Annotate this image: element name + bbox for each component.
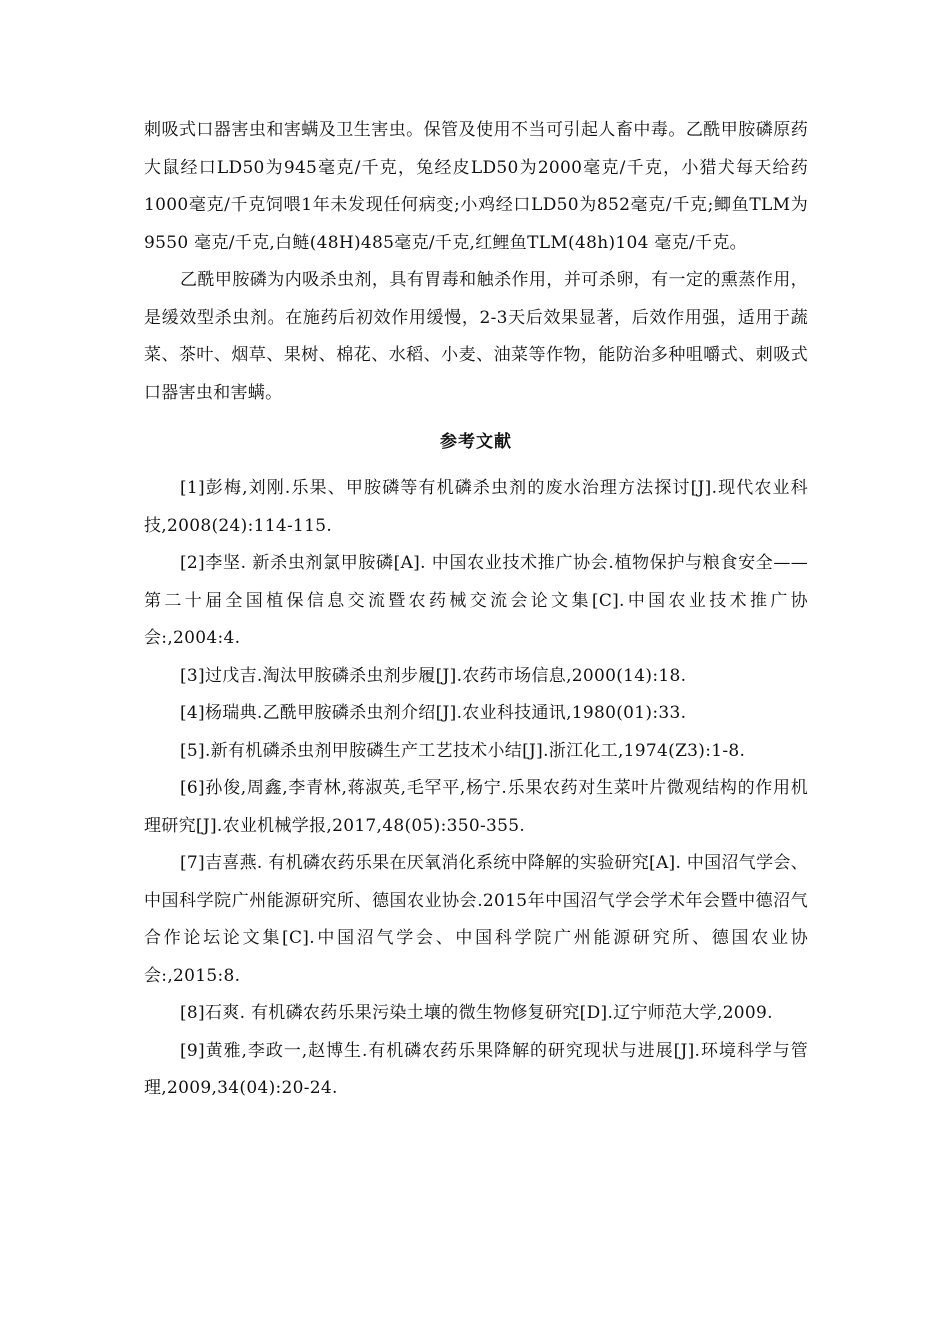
reference-item: [2]李坚. 新杀虫剂氯甲胺磷[A]. 中国农业技术推广协会.植物保护与粮食安全——第二十届全国植保信息交流暨农药械交流会论文集[C].中国农业技术推广协会:,2004:4.: [144, 553, 808, 648]
reference-item: [8]石爽. 有机磷农药乐果污染土壤的微生物修复研究[D].辽宁师范大学,2009.: [180, 1003, 773, 1023]
reference-item: [6]孙俊,周鑫,李青林,蒋淑英,毛罕平,杨宁.乐果农药对生菜叶片微观结构的作用机理研究[J].农业机械学报,2017,48(05):350-355.: [144, 778, 808, 836]
reference-item: [5].新有机磷杀虫剂甲胺磷生产工艺技术小结[J].浙江化工,1974(Z3):1-8.: [180, 740, 746, 761]
references-list: [144, 470, 808, 1108]
reference-item: [4]杨瑞典.乙酰甲胺磷杀虫剂介绍[J].农业科技通讯,1980(01):33.: [180, 703, 687, 723]
references-heading: 参考文献: [440, 432, 512, 452]
reference-item: [7]吉喜燕. 有机磷农药乐果在厌氧消化系统中降解的实验研究[A]. 中国沼气学会、中国科学院广州能源研究所、德国农业协会.2015年中国沼气学会学术年会暨中德沼气合作论坛论文集[C].中国沼气学会、中国科学院广州能源研究所、德国农业协会:,2015:8.: [144, 853, 808, 986]
body-paragraph-1: 刺吸式口器害虫和害螨及卫生害虫。保管及使用不当可引起人畜中毒。乙酰甲胺磷原药大鼠经口LD50为945毫克/千克，兔经皮LD50为2000毫克/千克，小猎犬每天给药1000毫克/千克饲喂1年未发现任何病变;小鸡经口LD50为852毫克/千克;鲫鱼TLM为9550 毫克/千克,白鲢(48H)485毫克/千克,红鲤鱼TLM(48h)104 毫克/千克。: [144, 120, 808, 253]
body-paragraph-2: 乙酰甲胺磷为内吸杀虫剂，具有胃毒和触杀作用，并可杀卵，有一定的熏蒸作用，是缓效型杀虫剂。在施药后初效作用缓慢，2-3天后效果显著，后效作用强，适用于蔬菜、茶叶、烟草、果树、棉花、水稻、小麦、油菜等作物，能防治多种咀嚼式、刺吸式口器害虫和害螨。: [144, 270, 808, 403]
reference-item: [9]黄雅,李政一,赵博生.有机磷农药乐果降解的研究现状与进展[J].环境科学与管理,2009,34(04):20-24.: [144, 1040, 808, 1098]
reference-item: [1]彭梅,刘刚.乐果、甲胺磷等有机磷杀虫剂的废水治理方法探讨[J].现代农业科技,2008(24):114-115.: [144, 478, 808, 536]
reference-item: [3]过戊吉.淘汰甲胺磷杀虫剂步履[J].农药市场信息,2000(14):18.: [180, 665, 687, 686]
document-page: [144, 112, 808, 1108]
